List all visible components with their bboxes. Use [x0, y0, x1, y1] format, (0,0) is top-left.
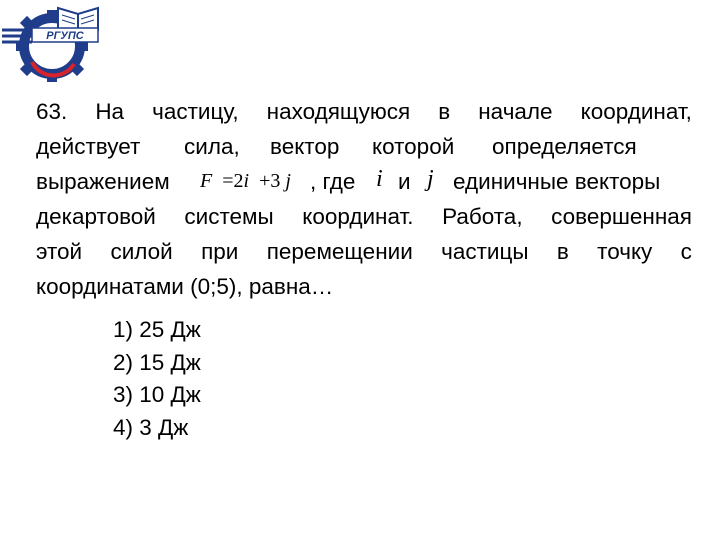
question-line-2: действует сила, вектор которой определяется [36, 134, 637, 159]
question-line-6: координатами (0;5), равна… [36, 274, 334, 299]
rgups-logo [2, 2, 102, 86]
rgups-emblem-icon [2, 2, 102, 86]
svg-text:РГУПС: РГУПС [46, 30, 84, 42]
question-line-4: декартовой системы координат. Работа, совершенная [36, 204, 692, 229]
question-text [36, 94, 692, 304]
answer-option-2[interactable]: 2) 15 Дж [113, 349, 201, 375]
answer-options [113, 314, 201, 444]
question-line-1: 63. На частицу, находящуюся в начале координат, [36, 99, 692, 124]
force-formula: F =2i +3 j [200, 170, 291, 192]
answer-option-3[interactable]: 3) 10 Дж [113, 382, 201, 407]
answer-option-4[interactable]: 4) 3 Дж [113, 414, 189, 440]
answer-option-1[interactable]: 1) 25 Дж [113, 317, 201, 342]
unit-vector-i: i [376, 166, 383, 192]
question-line-5: этой силой при перемещении частицы в точку с [36, 239, 692, 264]
unit-vector-j: j [427, 166, 434, 192]
question-line-3: выражением F =2i +3 j , где i и j единичные векторы [36, 164, 692, 199]
